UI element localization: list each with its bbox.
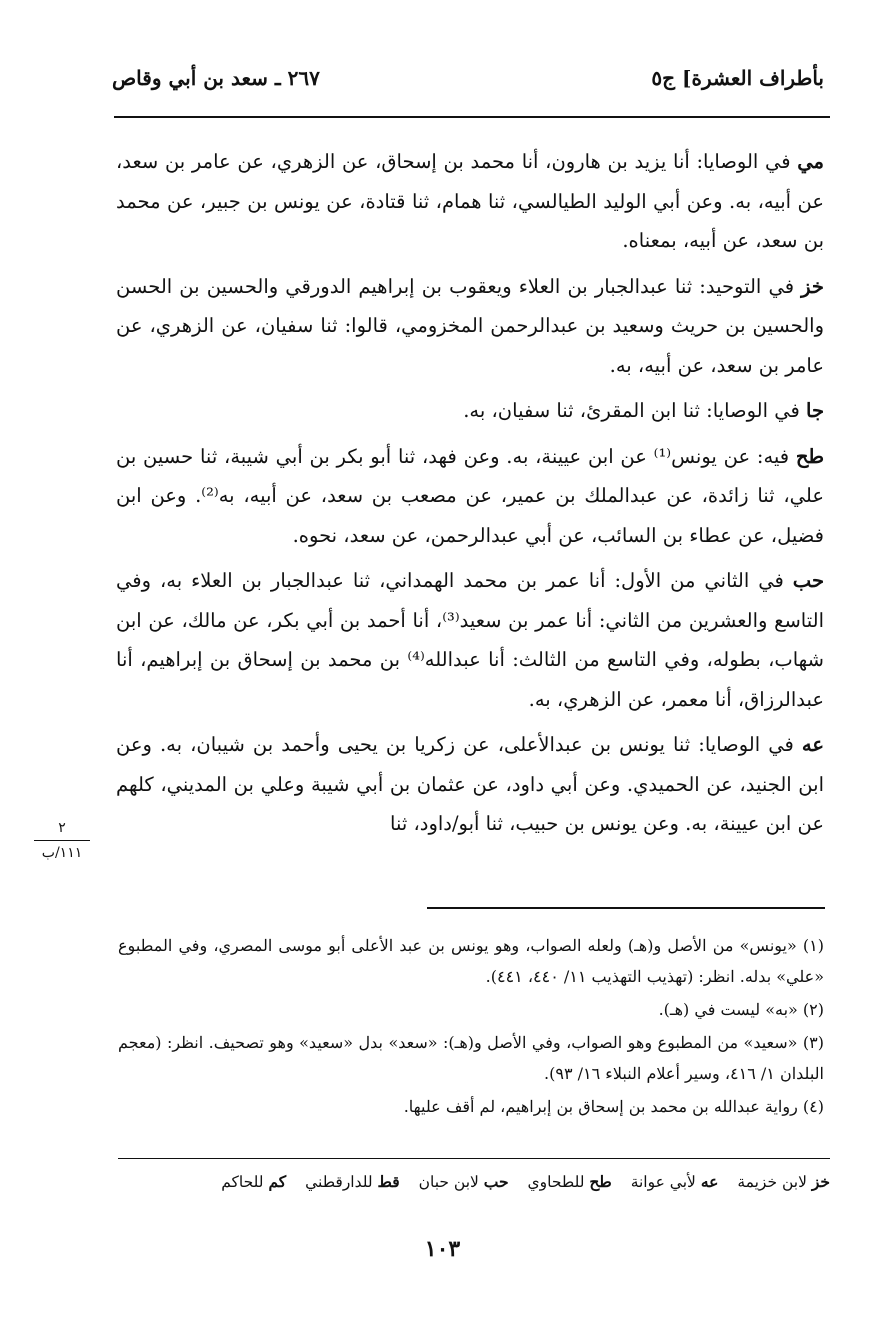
paragraph-text: فيه: عن يونس⁽¹⁾ عن ابن عيينة، به. وعن فهد، ثنا أبو بكر بن أبي شيبة، ثنا حسين بن علي، ثنا زائدة، عن عبدالملك بن عمير، عن مصعب بن سعد، عن أبيه، به⁽²⁾. وعن ابن فضيل، عن عطاء بن السائب، عن أبي عبدالرحمن، عن سعد، نحوه. [116, 444, 824, 547]
paragraph-text: في الوصايا: ثنا يونس بن عبدالأعلى، عن زكريا بن يحيى وأحمد بن شيبان، به. وعن ابن الجنيد، عن الحميدي. وعن أبي داود، عن عثمان بن أبي شيبة وعلي بن المديني، كلهم عن ابن عيينة، به. وعن يونس بن حبيب، ثنا أبو/داود، ثنا [116, 733, 824, 835]
symbol-legend [118, 1172, 830, 1191]
source-symbol: عه [801, 733, 824, 756]
header-volume: بأطراف العشرة] ج٥ [651, 66, 824, 90]
paragraph-hb [116, 561, 824, 719]
page-number: ١٠٣ [424, 1236, 461, 1262]
source-symbol: مي [797, 150, 824, 173]
header-rule [114, 116, 830, 118]
footnote: (١) «يونس» من الأصل و(هـ) ولعله الصواب، وهو يونس بن عبد الأعلى أبو موسى المصري، وفي المطبوع «علي» بدله. انظر: (تهذيب التهذيب ١١/ ٤٤٠، ٤٤١). [118, 936, 824, 986]
legend-item: قط للدارقطني [305, 1172, 400, 1191]
legend-item: خز لابن خزيمة [737, 1172, 830, 1191]
legend-item: كم للحاكم [221, 1172, 287, 1191]
footnote-rule [427, 907, 825, 909]
footnote: (٣) «سعيد» من المطبوع وهو الصواب، وفي الأصل و(هـ): «سعد» بدل «سعيد» وهو تصحيف. انظر: (معجم البلدان ١/ ٤١٦، وسير أعلام النبلاء ١٦/ ٩٣). [118, 1033, 824, 1083]
running-header [112, 58, 824, 104]
paragraph-text: في التوحيد: ثنا عبدالجبار بن العلاء ويعقوب بن إبراهيم الدورقي والحسين بن الحسن والحسين بن حريث وسعيد بن عبدالرحمن المخزومي، قالوا: ثنا سفيان، عن الزهري، عن عامر بن سعد، عن أبيه، به. [116, 274, 824, 377]
folio-number: ٢ [58, 820, 66, 836]
legend-item: حب لابن حبان [418, 1172, 509, 1191]
legend-rule [118, 1158, 830, 1159]
folio-reference: ١١١/ب [41, 845, 83, 861]
paragraph-ja [116, 391, 824, 431]
paragraph-text: في الوصايا: أنا يزيد بن هارون، أنا محمد بن إسحاق، عن الزهري، عن عامر بن سعد، عن أبيه، به. وعن أبي الوليد الطيالسي، ثنا همام، ثنا قتادة، عن يونس بن جبير، عن محمد بن سعد، عن أبيه، بمعناه. [116, 150, 824, 252]
paragraph-khz [116, 267, 824, 386]
header-chapter: ٢٦٧ ـ سعد بن أبي وقاص [112, 66, 320, 90]
paragraph-text: في الوصايا: ثنا ابن المقرئ، ثنا سفيان، به. [463, 399, 806, 422]
footnote: (٢) «به» ليست في (هـ). [658, 1000, 824, 1019]
paragraph-text: في الثاني من الأول: أنا عمر بن محمد الهمداني، ثنا عبدالجبار بن العلاء به، وفي التاسع والعشرين من الثاني: أنا عمر بن سعيد⁽³⁾، أنا أحمد بن أبي بكر، عن مالك، عن ابن شهاب، بطوله، وفي التاسع من الثالث: أنا عبدالله⁽⁴⁾ بن محمد بن إسحاق بن إبراهيم، أنا عبدالرزاق، أنا معمر، عن الزهري، به. [116, 569, 824, 711]
source-symbol: جا [806, 399, 824, 422]
source-symbol: حب [792, 569, 824, 592]
manuscript-folio-note [30, 818, 94, 863]
source-symbol: طح [795, 444, 824, 468]
footnote: (٤) رواية عبدالله بن محمد بن إسحاق بن إبراهيم، لم أقف عليها. [403, 1097, 824, 1116]
paragraph-ah [116, 725, 824, 844]
paragraph-mi [116, 142, 824, 261]
footnotes [118, 930, 824, 1124]
paragraph-tah [116, 437, 824, 556]
folio-divider [34, 840, 90, 841]
main-text [116, 142, 824, 850]
legend-item: عه لأبي عوانة [630, 1172, 719, 1191]
source-symbol: خز [801, 274, 824, 298]
legend-item: طح للطحاوي [527, 1172, 612, 1191]
